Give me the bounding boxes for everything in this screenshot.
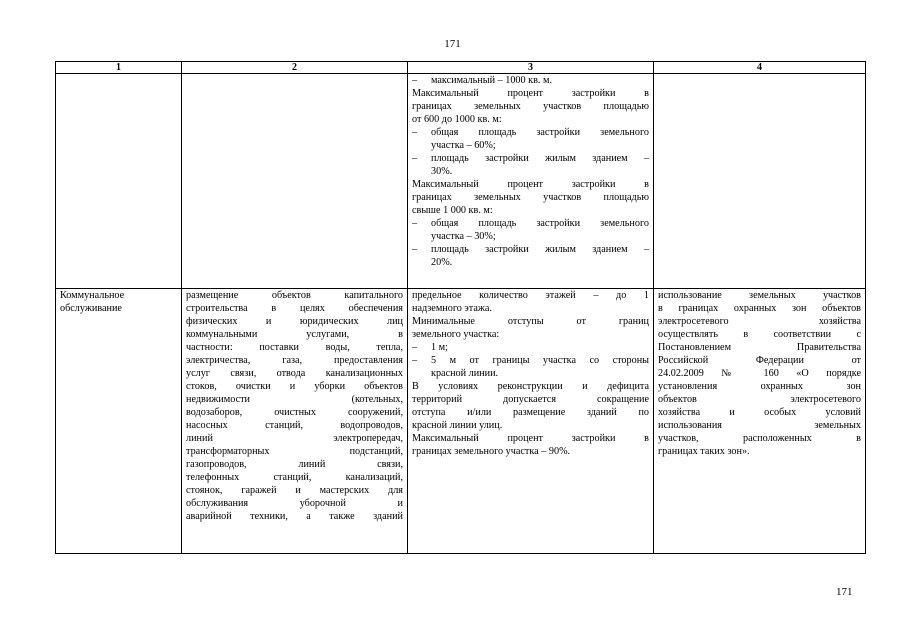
column-header-2: 2 (182, 62, 408, 74)
text-line: телефонных станций, канализаций, (186, 472, 403, 483)
text-line: красной линии улиц. (412, 420, 503, 431)
text-line: обслуживания уборочной и (186, 498, 403, 509)
text-line: В условиях реконструкции и дефицита (412, 381, 649, 392)
list-item-text: общая площадь застройки земельного (431, 218, 649, 229)
text-line: обслуживание (60, 303, 122, 314)
text-line: территорий допускается сокращение (412, 394, 649, 405)
list-item (412, 126, 649, 139)
row2-cell-2 (182, 289, 408, 554)
text-line: осуществлять в соответствии с (658, 329, 861, 340)
column-header-4: 4 (654, 62, 866, 74)
dash-bullet: – (412, 75, 418, 86)
page-number-bottom: 171 (836, 586, 853, 598)
text-line: услуг связи, отвода канализационных (186, 368, 403, 379)
list-item-text: максимальный – 1000 кв. м. (431, 75, 552, 86)
text-line: физических и юридических лиц (186, 316, 403, 327)
dash-bullet: – (412, 127, 418, 138)
list-item-text: 1 м; (431, 342, 448, 353)
list-item-continuation: красной линии. (431, 368, 499, 379)
row2-cell-3 (408, 289, 654, 554)
dash-bullet: – (412, 355, 418, 366)
list-item (412, 217, 649, 230)
list-item (412, 354, 649, 367)
list-item (412, 341, 649, 354)
text-line: частности: поставки воды, тепла, (186, 342, 403, 353)
text-line: стоков, очистки и уборки объектов (186, 381, 403, 392)
column-header-1: 1 (56, 62, 182, 74)
row2-cell-1 (56, 289, 182, 554)
text-line: Минимальные отступы от границ (412, 316, 649, 327)
table-row (56, 74, 866, 289)
text-line: коммунальными услугами, в (186, 329, 403, 340)
text-line: стоянок, гаражей и мастерских для (186, 485, 403, 496)
dash-bullet: – (412, 244, 418, 255)
column-header-3: 3 (408, 62, 654, 74)
text-line: 24.02.2009 № 160 «О порядке (658, 368, 861, 379)
document-table (55, 61, 866, 554)
row1-cell-3 (408, 74, 654, 289)
text-line: границах земельного участка – 90%. (412, 446, 571, 457)
text-line: хозяйства и особых условий (658, 407, 861, 418)
text-line: Максимальный процент застройки в (412, 88, 649, 99)
list-item-text: площадь застройки жилым зданием – (431, 153, 649, 164)
dash-bullet: – (412, 218, 418, 229)
text-line: трансформаторных подстанций, (186, 446, 403, 457)
text-line: недвижимости (котельных, (186, 394, 403, 405)
text-line: участков, расположенных в (658, 433, 861, 444)
text-line: в границах охранных зон объектов (658, 303, 861, 314)
text-line: свыше 1 000 кв. м: (412, 205, 493, 216)
list-item (412, 152, 649, 165)
text-line: Максимальный процент застройки в (412, 179, 649, 190)
list-item-continuation: участка – 30%; (431, 231, 496, 242)
page-number-top: 171 (444, 38, 461, 50)
table-row (56, 289, 866, 554)
list-item-text: площадь застройки жилым зданием – (431, 244, 649, 255)
text-line: насосных станций, водопроводов, (186, 420, 403, 431)
text-line: предельное количество этажей – до 1 (412, 290, 649, 301)
text-line: Максимальный процент застройки в (412, 433, 649, 444)
table-header-row (56, 62, 866, 74)
text-line: линий электропередач, (186, 433, 403, 444)
list-item (412, 74, 649, 87)
text-line: размещение объектов капитального (186, 290, 403, 301)
text-line: водозаборов, очистных сооружений, (186, 407, 403, 418)
list-item-text: общая площадь застройки земельного (431, 127, 649, 138)
dash-bullet: – (412, 342, 418, 353)
text-line: газопроводов, линий связи, (186, 459, 403, 470)
list-item-continuation: 20%. (431, 257, 453, 268)
row2-cell-4 (654, 289, 866, 554)
text-line: Коммунальное (60, 290, 125, 301)
list-item (412, 243, 649, 256)
row1-cell-2 (182, 74, 408, 289)
text-line: объектов электросетевого (658, 394, 861, 405)
list-item-text: 5 м от границы участка со стороны (431, 355, 649, 366)
text-line: Российской Федерации от (658, 355, 861, 366)
text-line: надземного этажа. (412, 303, 492, 314)
text-line: от 600 до 1000 кв. м: (412, 114, 502, 125)
text-line: аварийной техники, а также зданий (186, 511, 403, 522)
list-item-continuation: 30%. (431, 166, 453, 177)
text-line: границах таких зон». (658, 446, 750, 457)
dash-bullet: – (412, 153, 418, 164)
text-line: электросетевого хозяйства (658, 316, 861, 327)
text-line: границах земельных участков площадью (412, 101, 649, 112)
row1-cell-4 (654, 74, 866, 289)
list-item-continuation: участка – 60%; (431, 140, 496, 151)
text-line: Постановлением Правительства (658, 342, 861, 353)
text-line: использование земельных участков (658, 290, 861, 301)
text-line: границах земельных участков площадью (412, 192, 649, 203)
row1-cell-1 (56, 74, 182, 289)
text-line: отступа и/или размещение зданий по (412, 407, 649, 418)
text-line: земельного участка: (412, 329, 500, 340)
text-line: строительства в целях обеспечения (186, 303, 403, 314)
text-line: установления охранных зон (658, 381, 861, 392)
text-line: использования земельных (658, 420, 861, 431)
text-line: электричества, газа, предоставления (186, 355, 403, 366)
